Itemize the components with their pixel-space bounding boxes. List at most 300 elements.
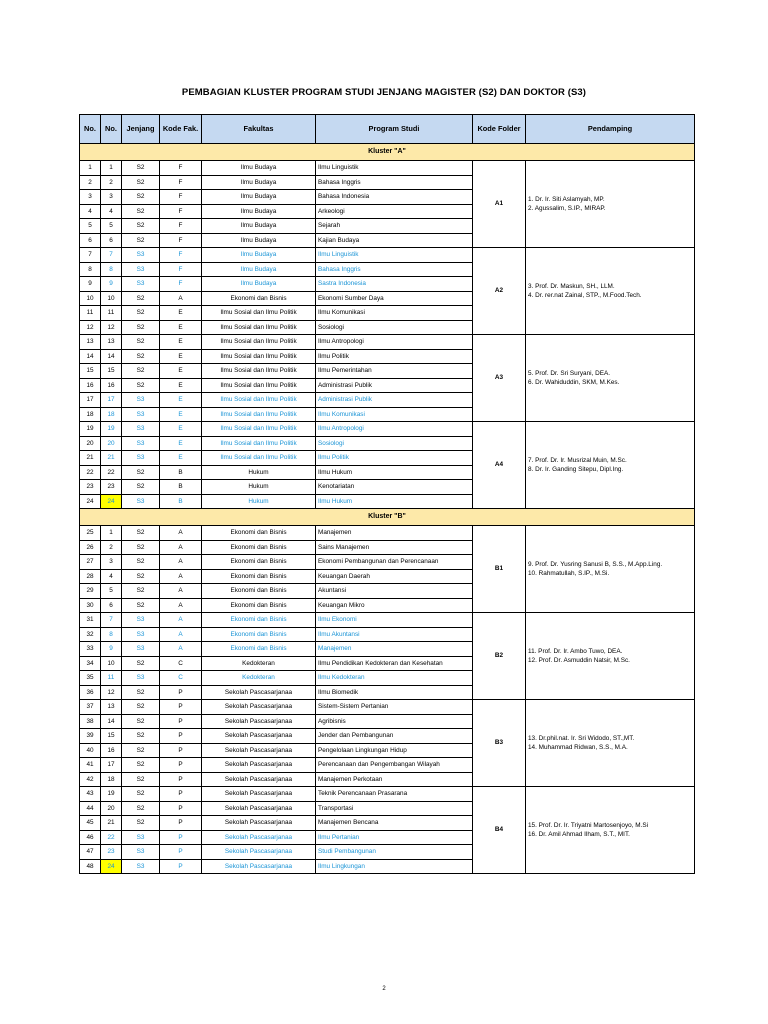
- cell-program-studi: Jender dan Pembangunan: [316, 729, 473, 744]
- cell-fakultas: Ilmu Sosial dan Ilmu Politik: [202, 451, 316, 466]
- cell-no-2: 17: [101, 393, 122, 408]
- cell-kode-fak: E: [160, 364, 202, 379]
- cell-kode-folder: A1: [473, 161, 526, 248]
- cell-no-2: 4: [101, 204, 122, 219]
- cell-program-studi: Ekonomi Sumber Daya: [316, 291, 473, 306]
- cell-no: 10: [80, 291, 101, 306]
- cell-no: 45: [80, 816, 101, 831]
- table-row: [80, 700, 695, 715]
- table-row: [80, 161, 695, 176]
- cell-fakultas: Sekolah Pascasarjanaa: [202, 830, 316, 845]
- cell-kode-fak: P: [160, 859, 202, 874]
- cell-no-2: 3: [101, 555, 122, 570]
- cell-no: 39: [80, 729, 101, 744]
- cell-kode-fak: E: [160, 393, 202, 408]
- cell-no: 7: [80, 248, 101, 263]
- cell-fakultas: Ilmu Sosial dan Ilmu Politik: [202, 349, 316, 364]
- cell-no-2: 9: [101, 642, 122, 657]
- cell-no: 47: [80, 845, 101, 860]
- cell-jenjang: S2: [122, 190, 160, 205]
- cell-no: 22: [80, 465, 101, 480]
- cell-program-studi: Ilmu Linguistik: [316, 161, 473, 176]
- pendamping-name: 13. Dr.phil.nat. Ir. Sri Widodo, ST.,MT.: [528, 735, 635, 742]
- cell-no-2: 2: [101, 540, 122, 555]
- cell-fakultas: Ekonomi dan Bisnis: [202, 627, 316, 642]
- cell-jenjang: S3: [122, 613, 160, 628]
- cell-kode-fak: E: [160, 407, 202, 422]
- cell-no-2: 21: [101, 451, 122, 466]
- cell-kode-fak: P: [160, 816, 202, 831]
- header-kode-folder: Kode Folder: [473, 115, 526, 144]
- cell-jenjang: S2: [122, 729, 160, 744]
- cell-no-2: 10: [101, 291, 122, 306]
- cell-fakultas: Ilmu Budaya: [202, 248, 316, 263]
- cell-kode-fak: E: [160, 320, 202, 335]
- cell-no-2: 11: [101, 306, 122, 321]
- cell-kode-fak: F: [160, 161, 202, 176]
- cell-fakultas: Hukum: [202, 465, 316, 480]
- cell-no: 42: [80, 772, 101, 787]
- cell-kode-fak: A: [160, 569, 202, 584]
- cell-fakultas: Sekolah Pascasarjanaa: [202, 801, 316, 816]
- cell-fakultas: Sekolah Pascasarjanaa: [202, 685, 316, 700]
- cell-kode-fak: A: [160, 642, 202, 657]
- pendamping-name: 7. Prof. Dr. Ir. Musrizal Muin, M.Sc.: [528, 457, 627, 464]
- cell-no-2: 14: [101, 349, 122, 364]
- cell-program-studi: Ilmu Biomedik: [316, 685, 473, 700]
- cell-jenjang: S3: [122, 671, 160, 686]
- kluster-table: [79, 114, 695, 874]
- cell-jenjang: S3: [122, 407, 160, 422]
- cell-fakultas: Hukum: [202, 494, 316, 509]
- cell-program-studi: Studi Pembangunan: [316, 845, 473, 860]
- cell-kode-fak: A: [160, 627, 202, 642]
- cell-no: 1: [80, 161, 101, 176]
- cell-kode-fak: B: [160, 465, 202, 480]
- cluster-row: [80, 509, 695, 526]
- cell-program-studi: Ilmu Antropologi: [316, 422, 473, 437]
- cell-kode-fak: A: [160, 584, 202, 599]
- cell-jenjang: S2: [122, 526, 160, 541]
- cell-fakultas: Sekolah Pascasarjanaa: [202, 700, 316, 715]
- cell-kode-fak: C: [160, 656, 202, 671]
- cell-program-studi: Ilmu Akuntansi: [316, 627, 473, 642]
- cell-program-studi: Ilmu Pertanian: [316, 830, 473, 845]
- cell-program-studi: Ilmu Ekonomi: [316, 613, 473, 628]
- cell-no: 33: [80, 642, 101, 657]
- cell-no-2: 20: [101, 436, 122, 451]
- cell-fakultas: Ilmu Budaya: [202, 277, 316, 292]
- cell-kode-folder: B2: [473, 613, 526, 700]
- cell-program-studi: Teknik Perencanaan Prasarana: [316, 787, 473, 802]
- cell-fakultas: Ilmu Budaya: [202, 204, 316, 219]
- cell-no-2: 15: [101, 729, 122, 744]
- header-jenjang: Jenjang: [122, 115, 160, 144]
- cell-jenjang: S2: [122, 801, 160, 816]
- cell-kode-fak: A: [160, 526, 202, 541]
- cell-kode-fak: F: [160, 262, 202, 277]
- cell-fakultas: Ilmu Sosial dan Ilmu Politik: [202, 335, 316, 350]
- cell-no: 34: [80, 656, 101, 671]
- cell-no: 8: [80, 262, 101, 277]
- cell-no: 17: [80, 393, 101, 408]
- cell-no: 23: [80, 480, 101, 495]
- cell-no-2: 3: [101, 190, 122, 205]
- cell-jenjang: S2: [122, 584, 160, 599]
- cell-program-studi: Sains Manajemen: [316, 540, 473, 555]
- cell-program-studi: Perencanaan dan Pengembangan Wilayah: [316, 758, 473, 773]
- table-row: [80, 422, 695, 437]
- cell-program-studi: Keuangan Daerah: [316, 569, 473, 584]
- cell-program-studi: Kenotariatan: [316, 480, 473, 495]
- cell-no-2: 5: [101, 219, 122, 234]
- cell-no: 35: [80, 671, 101, 686]
- cell-fakultas: Ekonomi dan Bisnis: [202, 584, 316, 599]
- cell-program-studi: Sosiologi: [316, 320, 473, 335]
- cell-fakultas: Ilmu Budaya: [202, 175, 316, 190]
- cell-fakultas: Ilmu Sosial dan Ilmu Politik: [202, 407, 316, 422]
- cell-no-2: 4: [101, 569, 122, 584]
- cell-kode-fak: P: [160, 714, 202, 729]
- cell-kode-fak: F: [160, 277, 202, 292]
- cell-kode-fak: P: [160, 700, 202, 715]
- cell-no-2: 24: [101, 859, 122, 874]
- cell-program-studi: Sosiologi: [316, 436, 473, 451]
- pendamping-name: 6. Dr. Wahiduddin, SKM, M.Kes.: [528, 379, 620, 386]
- cell-jenjang: S2: [122, 480, 160, 495]
- cell-kode-fak: C: [160, 671, 202, 686]
- cell-no-2: 24: [101, 494, 122, 509]
- cell-kode-fak: B: [160, 494, 202, 509]
- cell-kode-fak: F: [160, 175, 202, 190]
- cell-kode-fak: E: [160, 451, 202, 466]
- cell-jenjang: S2: [122, 743, 160, 758]
- cell-pendamping: [526, 248, 695, 335]
- cell-fakultas: Sekolah Pascasarjanaa: [202, 743, 316, 758]
- cell-kode-fak: A: [160, 540, 202, 555]
- cell-kode-fak: F: [160, 190, 202, 205]
- cell-kode-fak: A: [160, 555, 202, 570]
- cell-no-2: 9: [101, 277, 122, 292]
- table-row: [80, 613, 695, 628]
- cell-jenjang: S2: [122, 233, 160, 248]
- cell-program-studi: Ilmu Hukum: [316, 465, 473, 480]
- cell-no-2: 18: [101, 772, 122, 787]
- cell-jenjang: S2: [122, 320, 160, 335]
- pendamping-name: 10. Rahmatullah, S.IP., M.Si.: [528, 570, 610, 577]
- cell-no-2: 12: [101, 685, 122, 700]
- cell-program-studi: Ilmu Komunikasi: [316, 407, 473, 422]
- cell-fakultas: Ilmu Sosial dan Ilmu Politik: [202, 320, 316, 335]
- cell-program-studi: Ilmu Lingkungan: [316, 859, 473, 874]
- cell-no-2: 7: [101, 248, 122, 263]
- pendamping-name: 14. Muhammad Ridwan, S.S., M.A.: [528, 744, 628, 751]
- cell-no: 9: [80, 277, 101, 292]
- cell-kode-fak: B: [160, 480, 202, 495]
- cell-program-studi: Arkeologi: [316, 204, 473, 219]
- cell-program-studi: Ilmu Hukum: [316, 494, 473, 509]
- cell-jenjang: S3: [122, 859, 160, 874]
- cell-program-studi: Manajemen Perkotaan: [316, 772, 473, 787]
- cell-program-studi: Ilmu Pendidikan Kedokteran dan Kesehatan: [316, 656, 473, 671]
- cell-no-2: 14: [101, 714, 122, 729]
- cell-program-studi: Ilmu Politik: [316, 451, 473, 466]
- cell-program-studi: Sastra Indonesia: [316, 277, 473, 292]
- cluster-label: Kluster "B": [80, 509, 695, 526]
- cell-jenjang: S2: [122, 306, 160, 321]
- cell-kode-fak: P: [160, 801, 202, 816]
- cell-fakultas: Sekolah Pascasarjanaa: [202, 772, 316, 787]
- cell-kode-fak: E: [160, 306, 202, 321]
- cell-program-studi: Sistem-Sistem Pertanian: [316, 700, 473, 715]
- cell-fakultas: Ilmu Sosial dan Ilmu Politik: [202, 422, 316, 437]
- cell-fakultas: Ilmu Sosial dan Ilmu Politik: [202, 393, 316, 408]
- cell-jenjang: S2: [122, 349, 160, 364]
- cell-no-2: 21: [101, 816, 122, 831]
- cell-pendamping: [526, 700, 695, 787]
- cell-no: 43: [80, 787, 101, 802]
- cell-no: 4: [80, 204, 101, 219]
- cell-no-2: 1: [101, 526, 122, 541]
- cell-no: 48: [80, 859, 101, 874]
- cell-program-studi: Bahasa Inggris: [316, 262, 473, 277]
- pendamping-name: 2. Agussalim, S.IP., MIRAP.: [528, 205, 606, 212]
- cell-jenjang: S2: [122, 161, 160, 176]
- cell-no: 26: [80, 540, 101, 555]
- cell-program-studi: Ilmu Komunikasi: [316, 306, 473, 321]
- cell-program-studi: Manajemen Bencana: [316, 816, 473, 831]
- cell-pendamping: [526, 422, 695, 509]
- table-row: [80, 335, 695, 350]
- cell-no-2: 15: [101, 364, 122, 379]
- pendamping-name: 9. Prof. Dr. Yusring Sanusi B, S.S., M.App.Ling.: [528, 561, 663, 568]
- cell-pendamping: [526, 161, 695, 248]
- cell-jenjang: S2: [122, 772, 160, 787]
- table-row: [80, 526, 695, 541]
- cell-no-2: 5: [101, 584, 122, 599]
- cell-no: 25: [80, 526, 101, 541]
- cell-fakultas: Sekolah Pascasarjanaa: [202, 729, 316, 744]
- cell-program-studi: Administrasi Publik: [316, 378, 473, 393]
- cell-fakultas: Kedokteran: [202, 656, 316, 671]
- cell-no: 40: [80, 743, 101, 758]
- cell-program-studi: Pengelolaan Lingkungan Hidup: [316, 743, 473, 758]
- cell-jenjang: S3: [122, 277, 160, 292]
- cell-fakultas: Sekolah Pascasarjanaa: [202, 714, 316, 729]
- cell-jenjang: S3: [122, 494, 160, 509]
- cell-program-studi: Administrasi Publik: [316, 393, 473, 408]
- cell-jenjang: S3: [122, 845, 160, 860]
- cell-program-studi: Sejarah: [316, 219, 473, 234]
- cell-kode-fak: P: [160, 758, 202, 773]
- cell-kode-fak: P: [160, 729, 202, 744]
- cell-kode-fak: E: [160, 335, 202, 350]
- cell-kode-fak: A: [160, 613, 202, 628]
- cell-jenjang: S3: [122, 627, 160, 642]
- cell-jenjang: S2: [122, 598, 160, 613]
- table-body: [80, 144, 695, 874]
- cluster-row: [80, 144, 695, 161]
- cell-no-2: 19: [101, 422, 122, 437]
- header-no-2: No.: [101, 115, 122, 144]
- pendamping-name: 12. Prof. Dr. Asmuddin Natsir, M.Sc.: [528, 657, 630, 664]
- cell-jenjang: S2: [122, 175, 160, 190]
- cell-program-studi: Agribisnis: [316, 714, 473, 729]
- cell-fakultas: Kedokteran: [202, 671, 316, 686]
- cell-kode-fak: F: [160, 233, 202, 248]
- cell-no: 29: [80, 584, 101, 599]
- cell-no: 3: [80, 190, 101, 205]
- cell-jenjang: S2: [122, 656, 160, 671]
- pendamping-name: 4. Dr. rer.nat Zainal, STP., M.Food.Tech.: [528, 292, 642, 299]
- cell-no: 2: [80, 175, 101, 190]
- cell-fakultas: Ekonomi dan Bisnis: [202, 291, 316, 306]
- cell-no: 11: [80, 306, 101, 321]
- header-kode-fak: Kode Fak.: [160, 115, 202, 144]
- cell-pendamping: [526, 526, 695, 613]
- cell-fakultas: Ilmu Budaya: [202, 262, 316, 277]
- cell-fakultas: Ekonomi dan Bisnis: [202, 613, 316, 628]
- table-header-row: [80, 115, 695, 144]
- header-program-studi: Program Studi: [316, 115, 473, 144]
- cell-kode-fak: P: [160, 830, 202, 845]
- cell-fakultas: Hukum: [202, 480, 316, 495]
- cell-no: 24: [80, 494, 101, 509]
- cell-kode-fak: A: [160, 598, 202, 613]
- cell-jenjang: S3: [122, 248, 160, 263]
- cell-kode-folder: B3: [473, 700, 526, 787]
- cell-kode-fak: F: [160, 204, 202, 219]
- cell-no: 27: [80, 555, 101, 570]
- cell-jenjang: S2: [122, 219, 160, 234]
- header-no: No.: [80, 115, 101, 144]
- cell-jenjang: S2: [122, 787, 160, 802]
- cell-program-studi: Transportasi: [316, 801, 473, 816]
- cell-jenjang: S3: [122, 830, 160, 845]
- cell-program-studi: Ilmu Linguistik: [316, 248, 473, 263]
- cell-kode-fak: P: [160, 772, 202, 787]
- cell-jenjang: S3: [122, 436, 160, 451]
- cell-program-studi: Ilmu Pemerintahan: [316, 364, 473, 379]
- cell-program-studi: Keuangan Mikro: [316, 598, 473, 613]
- cell-no-2: 8: [101, 627, 122, 642]
- cell-fakultas: Sekolah Pascasarjanaa: [202, 758, 316, 773]
- cell-no-2: 16: [101, 743, 122, 758]
- cell-jenjang: S3: [122, 262, 160, 277]
- cell-no: 12: [80, 320, 101, 335]
- cell-no-2: 6: [101, 598, 122, 613]
- cell-no: 37: [80, 700, 101, 715]
- cell-fakultas: Ilmu Budaya: [202, 190, 316, 205]
- cell-no-2: 17: [101, 758, 122, 773]
- cell-jenjang: S2: [122, 465, 160, 480]
- cell-jenjang: S3: [122, 642, 160, 657]
- cell-fakultas: Ilmu Sosial dan Ilmu Politik: [202, 306, 316, 321]
- cell-jenjang: S2: [122, 816, 160, 831]
- cell-program-studi: Ilmu Kedokteran: [316, 671, 473, 686]
- cell-program-studi: Bahasa Indonesia: [316, 190, 473, 205]
- cell-kode-fak: P: [160, 743, 202, 758]
- cell-fakultas: Sekolah Pascasarjanaa: [202, 859, 316, 874]
- cell-no: 13: [80, 335, 101, 350]
- cell-fakultas: Ilmu Sosial dan Ilmu Politik: [202, 378, 316, 393]
- cell-no: 15: [80, 364, 101, 379]
- cell-no-2: 13: [101, 335, 122, 350]
- cell-jenjang: S2: [122, 700, 160, 715]
- cell-program-studi: Akuntansi: [316, 584, 473, 599]
- cell-jenjang: S2: [122, 364, 160, 379]
- cell-no-2: 19: [101, 787, 122, 802]
- pendamping-name: 8. Dr. Ir. Ganding Sitepu, Dipl.Ing.: [528, 466, 624, 473]
- pendamping-name: 3. Prof. Dr. Maskun, SH., LLM.: [528, 283, 615, 290]
- cluster-label: Kluster "A": [80, 144, 695, 161]
- cell-kode-fak: P: [160, 787, 202, 802]
- cell-jenjang: S2: [122, 758, 160, 773]
- pendamping-name: 1. Dr. Ir. Siti Aslamyah, MP.: [528, 196, 605, 203]
- cell-jenjang: S2: [122, 540, 160, 555]
- pendamping-name: 15. Prof. Dr. Ir. Triyatni Martosenjoyo, M.Si: [528, 822, 649, 829]
- cell-jenjang: S2: [122, 335, 160, 350]
- cell-jenjang: S2: [122, 569, 160, 584]
- header-pendamping: Pendamping: [526, 115, 695, 144]
- cell-jenjang: S2: [122, 555, 160, 570]
- cell-no: 38: [80, 714, 101, 729]
- cell-pendamping: [526, 787, 695, 874]
- cell-fakultas: Ilmu Budaya: [202, 161, 316, 176]
- cell-jenjang: S2: [122, 204, 160, 219]
- cell-kode-fak: P: [160, 845, 202, 860]
- cell-fakultas: Ekonomi dan Bisnis: [202, 540, 316, 555]
- cell-kode-fak: F: [160, 219, 202, 234]
- cell-fakultas: Sekolah Pascasarjanaa: [202, 816, 316, 831]
- cell-jenjang: S3: [122, 393, 160, 408]
- cell-no: 44: [80, 801, 101, 816]
- cell-kode-fak: A: [160, 291, 202, 306]
- cell-fakultas: Ekonomi dan Bisnis: [202, 569, 316, 584]
- cell-program-studi: Ilmu Politik: [316, 349, 473, 364]
- cell-kode-fak: E: [160, 422, 202, 437]
- cell-no: 19: [80, 422, 101, 437]
- cell-no: 28: [80, 569, 101, 584]
- cell-no-2: 11: [101, 671, 122, 686]
- cell-pendamping: [526, 613, 695, 700]
- cell-no: 36: [80, 685, 101, 700]
- cell-fakultas: Ekonomi dan Bisnis: [202, 598, 316, 613]
- cell-no-2: 12: [101, 320, 122, 335]
- cell-jenjang: S2: [122, 685, 160, 700]
- cell-program-studi: Bahasa Inggris: [316, 175, 473, 190]
- cell-fakultas: Ilmu Budaya: [202, 233, 316, 248]
- cell-fakultas: Ekonomi dan Bisnis: [202, 526, 316, 541]
- cell-no: 41: [80, 758, 101, 773]
- cell-program-studi: Ekonomi Pembangunan dan Perencanaan: [316, 555, 473, 570]
- cell-fakultas: Ilmu Sosial dan Ilmu Politik: [202, 364, 316, 379]
- cell-kode-fak: E: [160, 378, 202, 393]
- cell-no: 21: [80, 451, 101, 466]
- page-title: PEMBAGIAN KLUSTER PROGRAM STUDI JENJANG MAGISTER (S2) DAN DOKTOR (S3): [181, 87, 587, 98]
- cell-fakultas: Sekolah Pascasarjanaa: [202, 787, 316, 802]
- cell-no-2: 7: [101, 613, 122, 628]
- cell-no-2: 16: [101, 378, 122, 393]
- cell-kode-fak: P: [160, 685, 202, 700]
- cell-program-studi: Manajemen: [316, 642, 473, 657]
- cell-no: 46: [80, 830, 101, 845]
- cell-no-2: 13: [101, 700, 122, 715]
- cell-program-studi: Manajemen: [316, 526, 473, 541]
- cell-fakultas: Ekonomi dan Bisnis: [202, 642, 316, 657]
- pendamping-name: 11. Prof. Dr. Ir. Ambo Tuwo, DEA.: [528, 648, 623, 655]
- cell-no-2: 22: [101, 465, 122, 480]
